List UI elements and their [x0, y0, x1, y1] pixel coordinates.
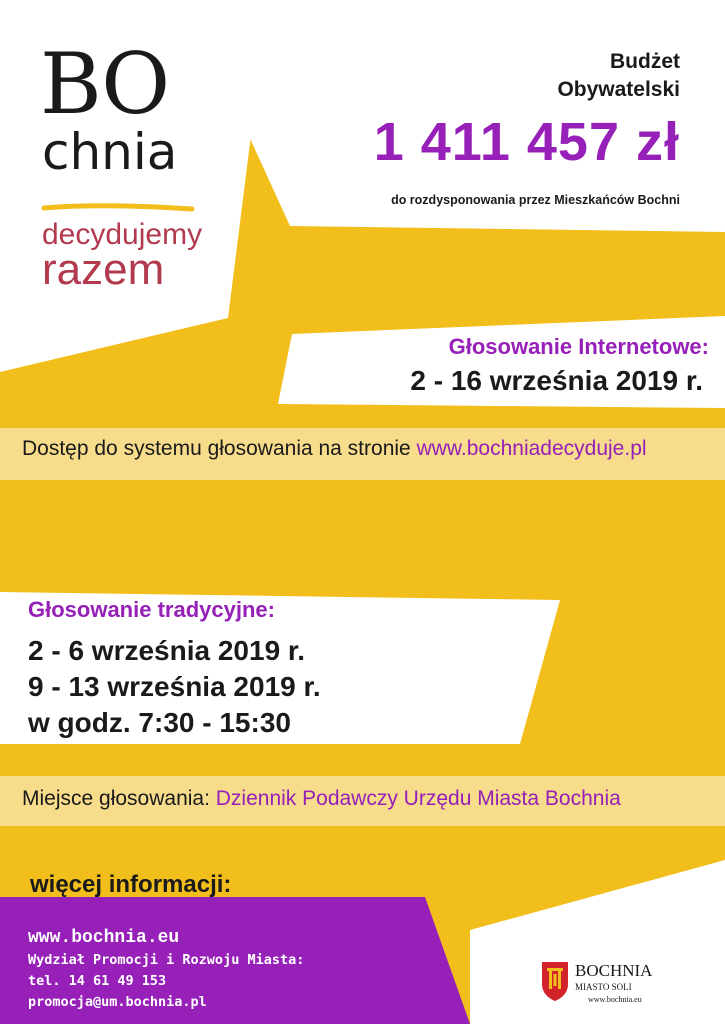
place-label: Miejsce głosowania:: [22, 787, 216, 810]
traditional-voting-title: Głosowanie tradycyjne:: [28, 597, 275, 622]
access-line: [22, 437, 647, 461]
contact-phone: tel. 14 61 49 153: [28, 973, 167, 989]
budget-title-line1: Budżet: [610, 50, 680, 73]
traditional-voting-hours: w godz. 7:30 - 15:30: [28, 707, 291, 738]
logo-decydujemy: decydujemy: [42, 218, 203, 251]
budget-description: do rozdysponowania przez Mieszkańców Bochni: [391, 193, 680, 207]
logo-razem: razem: [42, 245, 165, 294]
place-line: [22, 787, 621, 811]
more-info-title: więcej informacji:: [30, 871, 232, 898]
budget-title-line2: Obywatelski: [557, 78, 680, 101]
city-brand-name: BOCHNIA: [575, 961, 653, 980]
traditional-voting-dates-2: 9 - 13 września 2019 r.: [28, 671, 321, 702]
contact-email-link[interactable]: promocja@um.bochnia.pl: [28, 994, 207, 1010]
logo-chnia: chnia: [42, 123, 178, 181]
city-brand-subtitle: MIASTO SOLI: [575, 982, 632, 992]
traditional-voting-dates-1: 2 - 6 września 2019 r.: [28, 635, 306, 666]
budget-title: [557, 48, 680, 104]
internet-voting-dates: 2 - 16 września 2019 r.: [410, 365, 703, 396]
bochnia-crest-icon: [540, 960, 570, 1002]
budget-amount: 1 411 457 zł: [373, 112, 680, 172]
access-url-link[interactable]: www.bochniadecyduje.pl: [416, 437, 647, 460]
place-value: Dziennik Podawczy Urzędu Miasta Bochnia: [215, 787, 621, 810]
internet-voting-title: Głosowanie Internetowe:: [448, 334, 709, 359]
access-text: Dostęp do systemu głosowania na stronie: [22, 437, 417, 460]
contact-department: Wydział Promocji i Rozwoju Miasta:: [28, 952, 305, 968]
city-brand-url: www.bochnia.eu: [588, 995, 642, 1004]
contact-website-link[interactable]: www.bochnia.eu: [28, 928, 180, 948]
logo-bo: BO: [40, 35, 169, 133]
